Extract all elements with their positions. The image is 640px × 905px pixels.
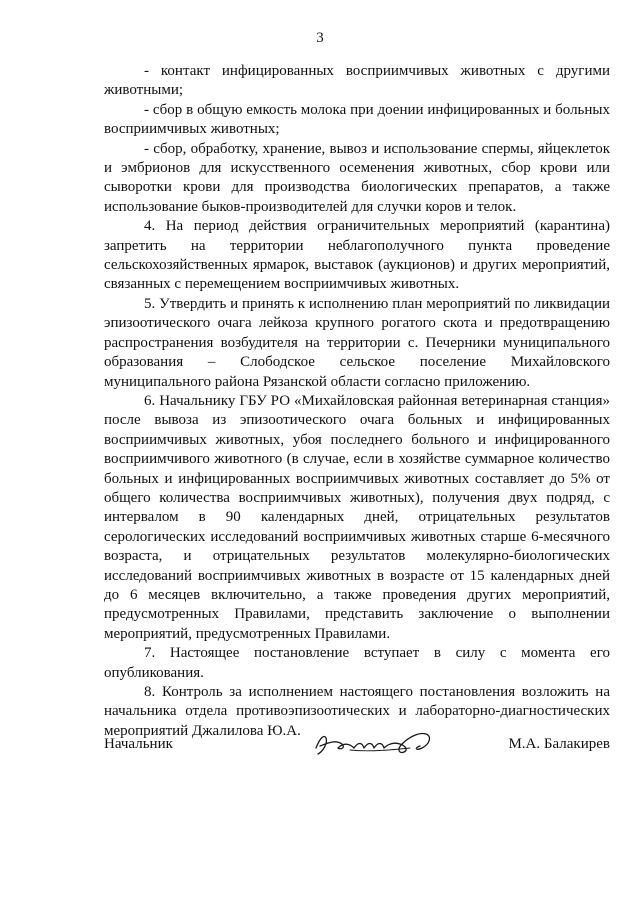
clause-5: 5. Утвердить и принять к исполнению план мероприятий по ликвидации эпизоотического очага лейкоза крупного рогатого скота и предотвращению распространения возбудителя на территории с. Печерники муниципального образования – Слободское сельское поселение Михайловского муниципального района Рязанской области согласно приложению.: [104, 295, 610, 390]
signatory-name: М.А. Балакирев: [508, 736, 610, 752]
clause-8: 8. Контроль за исполнением настоящего постановления возложить на начальника отдела противоэпизоотических и лабораторно-диагностических мероприятий Джалилова Ю.А.: [104, 684, 610, 739]
page-number: 3: [316, 30, 324, 46]
clause-7: 7. Настоящее постановление вступает в силу с момента его опубликования.: [104, 645, 610, 681]
handwritten-signature: [310, 724, 450, 764]
list-item-sperm-collection: - сбор, обработку, хранение, вывоз и использование спермы, яйцеклеток и эмбрионов для искусственного осеменения животных, сбор крови или сыворотки крови для производства биологических препаратов, а также использование быков-производителей для случки коров и телок.: [104, 140, 610, 215]
list-item-contact: - контакт инфицированных восприимчивых животных с другими животными;: [104, 63, 610, 99]
clause-4: 4. На период действия ограничительных мероприятий (карантина) запретить на территории неблагополучного пункта проведение сельскохозяйственных ярмарок, выставок (аукционов) и других мероприятий, связанных с перемещением восприимчивых животных.: [104, 218, 610, 293]
signature-block: [104, 724, 610, 764]
clause-6: 6. Начальнику ГБУ РО «Михайловская районная ветеринарная станция» после вывоза из эпизоотического очага больных и инфицированных восприимчивых животных, убоя последнего больного и инфицированного восприимчивого животного (в случае, если в хозяйстве суммарное количество больных и инфицированных восприимчивых животных составляет до 5% от общего количества восприимчивых животных), получения двух подряд, с интервалом в 90 календарных дней, отрицательных результатов серологических исследований восприимчивых животных старше 6-месячного возраста, и отрицательных результатов молекулярно-биологических исследований восприимчивых животных в возрасте от 15 календарных дней до 6 месяцев включительно, а также проведения других мероприятий, предусмотренных Правилами, представить заключение о выполнении мероприятий, предусмотренных Правилами.: [104, 392, 610, 642]
signatory-title: Начальник: [104, 736, 173, 752]
list-item-milk-collection: - сбор в общую емкость молока при доении инфицированных и больных восприимчивых животных;: [104, 101, 610, 138]
document-body: [104, 62, 610, 741]
